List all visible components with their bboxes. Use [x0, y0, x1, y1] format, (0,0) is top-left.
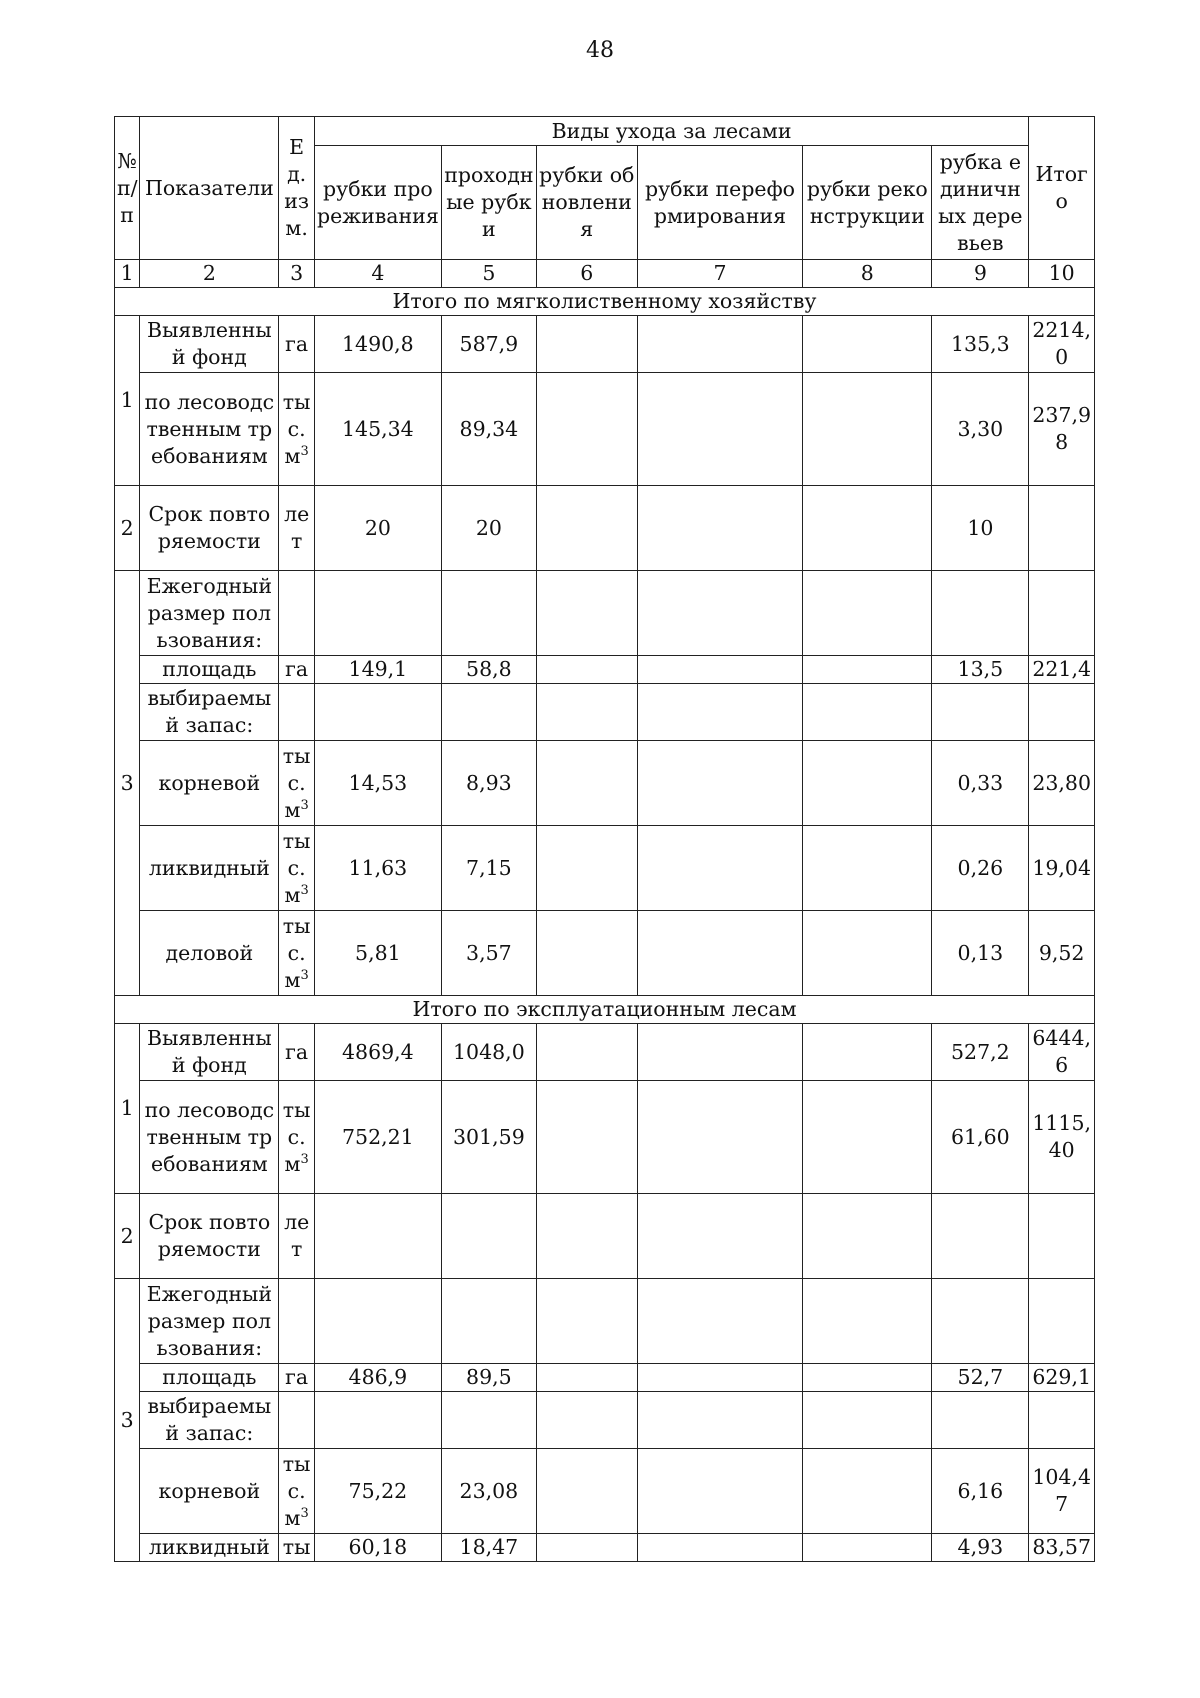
col-number: 3 [279, 260, 314, 288]
header-unit: Ед. изм. [279, 117, 314, 260]
unit-sup: 3 [300, 1151, 309, 1167]
cell: 104,47 [1029, 1449, 1095, 1534]
unit-part: м [284, 1151, 301, 1176]
col-number: 9 [932, 260, 1029, 288]
label-area: площадь [140, 1364, 279, 1392]
cell-empty [1029, 1194, 1095, 1279]
label-silvi: по лесоводственным требованиям [140, 1081, 279, 1194]
label-annual: Ежегодный размер пользования: [140, 571, 279, 656]
cell-empty [637, 1364, 803, 1392]
cell: 1490,8 [314, 316, 441, 373]
cell: 9,52 [1029, 911, 1095, 996]
cell-empty [536, 1081, 637, 1194]
cell-empty [536, 1194, 637, 1279]
label-silvi: по лесоводственным требованиям [140, 373, 279, 486]
cell-empty [637, 316, 803, 373]
unit-part: м [284, 882, 301, 907]
cell-empty [536, 1024, 637, 1081]
cell-empty [536, 911, 637, 996]
cell-empty [803, 373, 932, 486]
col-number: 10 [1029, 260, 1095, 288]
page-number: 48 [586, 38, 614, 63]
cell-empty [932, 1194, 1029, 1279]
cell: 145,34 [314, 373, 441, 486]
col-number: 8 [803, 260, 932, 288]
unit-tys-m3 [279, 826, 314, 911]
label-stock: выбираемый запас: [140, 684, 279, 741]
section-title: Итого по эксплуатационным лесам [115, 996, 1095, 1024]
label-root: корневой [140, 741, 279, 826]
unit-part: м [284, 1505, 301, 1530]
unit-sup: 3 [300, 443, 309, 459]
cell-empty [536, 826, 637, 911]
unit-part: ты [282, 913, 311, 938]
unit-part: с. [287, 1478, 306, 1503]
cell: 1115,40 [1029, 1081, 1095, 1194]
cell-empty [637, 373, 803, 486]
cell: 89,34 [441, 373, 536, 486]
cell: 629,1 [1029, 1364, 1095, 1392]
cell: 135,3 [932, 316, 1029, 373]
cell [1029, 486, 1095, 571]
cell: 752,21 [314, 1081, 441, 1194]
header-type-1: рубки прореживания [314, 146, 441, 260]
header-type-6: рубка единичных деревьев [932, 146, 1029, 260]
cell: 23,08 [441, 1449, 536, 1534]
cell: 3,30 [932, 373, 1029, 486]
cell: 58,8 [441, 656, 536, 684]
cell-empty [314, 1194, 441, 1279]
row-number: 1 [115, 1024, 140, 1194]
label-period: Срок повторяемости [140, 486, 279, 571]
cell: 2214,0 [1029, 316, 1095, 373]
unit-part: ты [282, 1097, 311, 1122]
cell: 52,7 [932, 1364, 1029, 1392]
cell: 89,5 [441, 1364, 536, 1392]
unit-tys-m3 [279, 1081, 314, 1194]
unit-part: с. [287, 1124, 306, 1149]
unit-years: лет [279, 486, 314, 571]
col-number: 5 [441, 260, 536, 288]
col-number: 6 [536, 260, 637, 288]
cell-empty [637, 1194, 803, 1279]
cell: 486,9 [314, 1364, 441, 1392]
cell: 237,98 [1029, 373, 1095, 486]
header-group: Виды ухода за лесами [314, 117, 1029, 146]
cell: 0,13 [932, 911, 1029, 996]
unit-sup: 3 [300, 967, 309, 983]
col-number: 1 [115, 260, 140, 288]
cell: 4869,4 [314, 1024, 441, 1081]
unit-sup: 3 [300, 1505, 309, 1521]
cell-empty [536, 1364, 637, 1392]
cell-empty [637, 1081, 803, 1194]
unit-part: ты [282, 828, 311, 853]
unit-part: с. [287, 770, 306, 795]
cell-empty [637, 911, 803, 996]
cell-empty [536, 1449, 637, 1534]
cell: 3,57 [441, 911, 536, 996]
label-liquid: ликвидный [140, 1534, 279, 1562]
header-indicator: Показатели [140, 117, 279, 260]
label-root: корневой [140, 1449, 279, 1534]
cell: 587,9 [441, 316, 536, 373]
row-number: 2 [115, 1194, 140, 1279]
cell: 20 [441, 486, 536, 571]
unit-years: лет [279, 1194, 314, 1279]
header-type-2: проходные рубки [441, 146, 536, 260]
cell: 23,80 [1029, 741, 1095, 826]
cell-empty [637, 1534, 803, 1562]
unit-tys-partial: ты [279, 1534, 314, 1562]
cell-empty [637, 1449, 803, 1534]
unit-tys-m3 [279, 911, 314, 996]
cell: 6444,6 [1029, 1024, 1095, 1081]
cell-empty [536, 1534, 637, 1562]
cell: 14,53 [314, 741, 441, 826]
cell-empty [803, 486, 932, 571]
header-type-3: рубки обновления [536, 146, 637, 260]
unit-tys-m3 [279, 373, 314, 486]
unit-part: с. [287, 940, 306, 965]
unit-ha: га [279, 1364, 314, 1392]
col-number: 7 [637, 260, 803, 288]
unit-ha: га [279, 656, 314, 684]
row-number: 1 [115, 316, 140, 486]
cell: 301,59 [441, 1081, 536, 1194]
cell-empty [803, 1024, 932, 1081]
cell-empty [637, 741, 803, 826]
cell: 8,93 [441, 741, 536, 826]
unit-part: м [284, 797, 301, 822]
label-area: площадь [140, 656, 279, 684]
cell: 5,81 [314, 911, 441, 996]
row-number: 3 [115, 1279, 140, 1562]
unit-sup: 3 [300, 882, 309, 898]
header-type-4: рубки переформирования [637, 146, 803, 260]
forest-care-table [114, 116, 1095, 1562]
cell: 61,60 [932, 1081, 1029, 1194]
cell-empty [536, 486, 637, 571]
cell-empty [637, 656, 803, 684]
unit-part: ты [282, 389, 311, 414]
label-stock: выбираемый запас: [140, 1392, 279, 1449]
row-number: 3 [115, 571, 140, 996]
label-found: Выявленный фонд [140, 316, 279, 373]
cell-empty [803, 741, 932, 826]
col-number: 4 [314, 260, 441, 288]
cell: 6,16 [932, 1449, 1029, 1534]
cell-empty [803, 826, 932, 911]
cell-empty [536, 373, 637, 486]
unit-ha: га [279, 316, 314, 373]
cell: 1048,0 [441, 1024, 536, 1081]
label-period: Срок повторяемости [140, 1194, 279, 1279]
unit-part: ты [282, 1451, 311, 1476]
cell: 20 [314, 486, 441, 571]
cell-empty [803, 1081, 932, 1194]
unit-part: м [284, 967, 301, 992]
cell: 11,63 [314, 826, 441, 911]
col-number: 2 [140, 260, 279, 288]
cell-empty [536, 656, 637, 684]
cell: 0,33 [932, 741, 1029, 826]
section-title: Итого по мягколиственному хозяйству [115, 288, 1095, 316]
cell-empty [637, 826, 803, 911]
cell-empty [536, 741, 637, 826]
cell-empty [803, 1449, 932, 1534]
cell-empty [803, 316, 932, 373]
label-annual: Ежегодный размер пользования: [140, 1279, 279, 1364]
cell-empty [637, 1024, 803, 1081]
cell: 10 [932, 486, 1029, 571]
cell-empty [803, 656, 932, 684]
cell: 0,26 [932, 826, 1029, 911]
cell: 221,4 [1029, 656, 1095, 684]
cell-empty [803, 1534, 932, 1562]
header-total: Итого [1029, 117, 1095, 260]
label-business: деловой [140, 911, 279, 996]
cell: 13,5 [932, 656, 1029, 684]
cell: 75,22 [314, 1449, 441, 1534]
cell: 7,15 [441, 826, 536, 911]
cell: 4,93 [932, 1534, 1029, 1562]
header-type-5: рубки реконструкции [803, 146, 932, 260]
unit-part: м [284, 443, 301, 468]
cell-empty [536, 316, 637, 373]
header-num: № п/п [115, 117, 140, 260]
unit-part: с. [287, 416, 306, 441]
cell: 527,2 [932, 1024, 1029, 1081]
cell: 83,57 [1029, 1534, 1095, 1562]
cell-empty [803, 1364, 932, 1392]
unit-part: с. [287, 855, 306, 880]
unit-part: ты [282, 743, 311, 768]
unit-tys-m3 [279, 741, 314, 826]
cell: 19,04 [1029, 826, 1095, 911]
row-number: 2 [115, 486, 140, 571]
unit-ha: га [279, 1024, 314, 1081]
cell-empty [637, 486, 803, 571]
unit-sup: 3 [300, 797, 309, 813]
cell: 60,18 [314, 1534, 441, 1562]
label-liquid: ликвидный [140, 826, 279, 911]
cell: 149,1 [314, 656, 441, 684]
cell-empty [441, 1194, 536, 1279]
unit-tys-m3 [279, 1449, 314, 1534]
cell-empty [803, 911, 932, 996]
cell: 18,47 [441, 1534, 536, 1562]
cell-empty [803, 1194, 932, 1279]
label-found: Выявленный фонд [140, 1024, 279, 1081]
